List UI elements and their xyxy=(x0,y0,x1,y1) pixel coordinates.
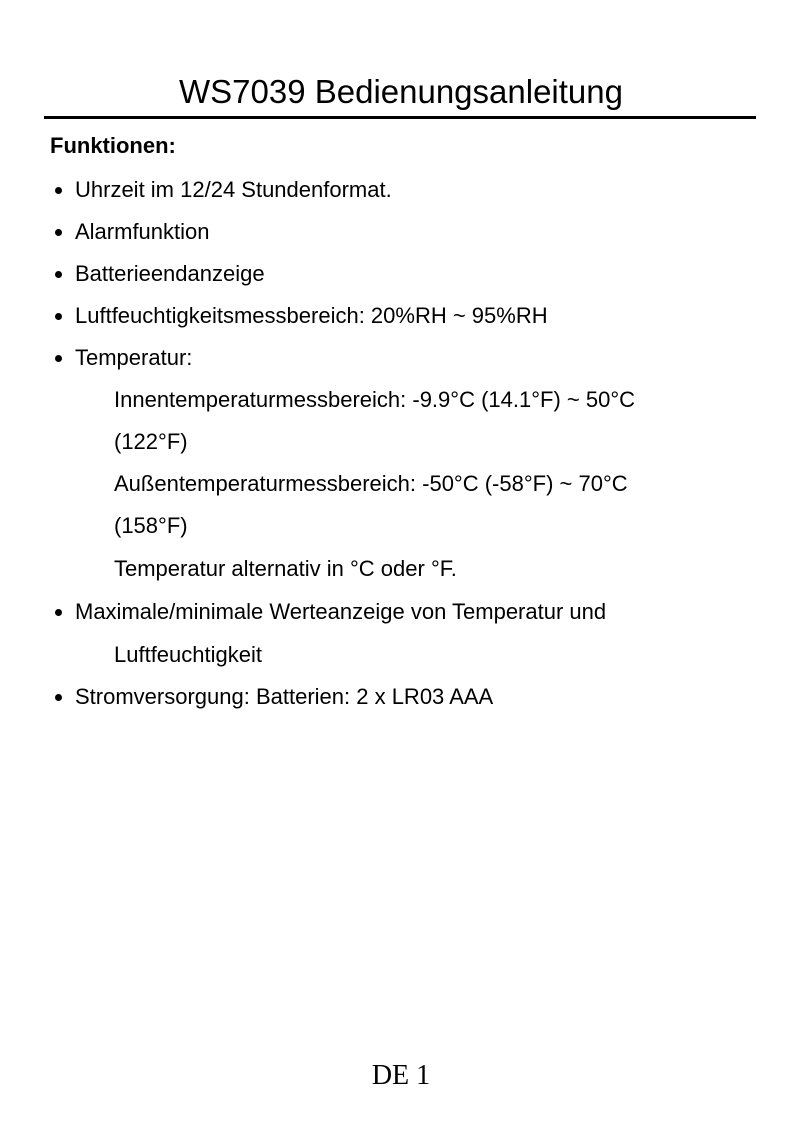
list-item: Batterieendanzeige xyxy=(75,261,265,286)
bullet-icon xyxy=(52,598,64,626)
page-number: DE 1 xyxy=(371,1060,431,1091)
page-title: WS7039 Bedienungsanleitung xyxy=(178,73,623,110)
title-rule xyxy=(44,116,756,119)
list-item: Stromversorgung: Batterien: 2 x LR03 AAA xyxy=(75,684,494,709)
list-item-sub-line: (122°F) xyxy=(114,429,188,454)
list-item: Alarmfunktion xyxy=(75,219,210,244)
list-item-continuation: Luftfeuchtigkeit xyxy=(114,642,262,667)
list-item: Maximale/minimale Werteanzeige von Temperatur und xyxy=(75,599,607,624)
list-item: Luftfeuchtigkeitsmessbereich: 20%RH ~ 95%RH xyxy=(75,303,548,328)
bullet-icon xyxy=(52,344,64,372)
bullet-icon xyxy=(52,218,64,246)
list-item: Temperatur: xyxy=(75,345,193,370)
bullet-icon xyxy=(52,302,64,330)
list-item: Uhrzeit im 12/24 Stundenformat. xyxy=(75,177,392,202)
bullet-icon xyxy=(52,176,64,204)
list-item-sub-line: Temperatur alternativ in °C oder °F. xyxy=(114,556,457,581)
bullet-icon xyxy=(52,260,64,288)
list-item-sub-line: (158°F) xyxy=(114,513,188,538)
list-item-sub-line: Außentemperaturmessbereich: -50°C (-58°F) ~ 70°C xyxy=(114,471,628,496)
bullet-icon xyxy=(52,683,64,711)
list-item-sub-line: Innentemperaturmessbereich: -9.9°C (14.1°F) ~ 50°C xyxy=(114,387,636,412)
section-heading: Funktionen: xyxy=(50,133,176,158)
